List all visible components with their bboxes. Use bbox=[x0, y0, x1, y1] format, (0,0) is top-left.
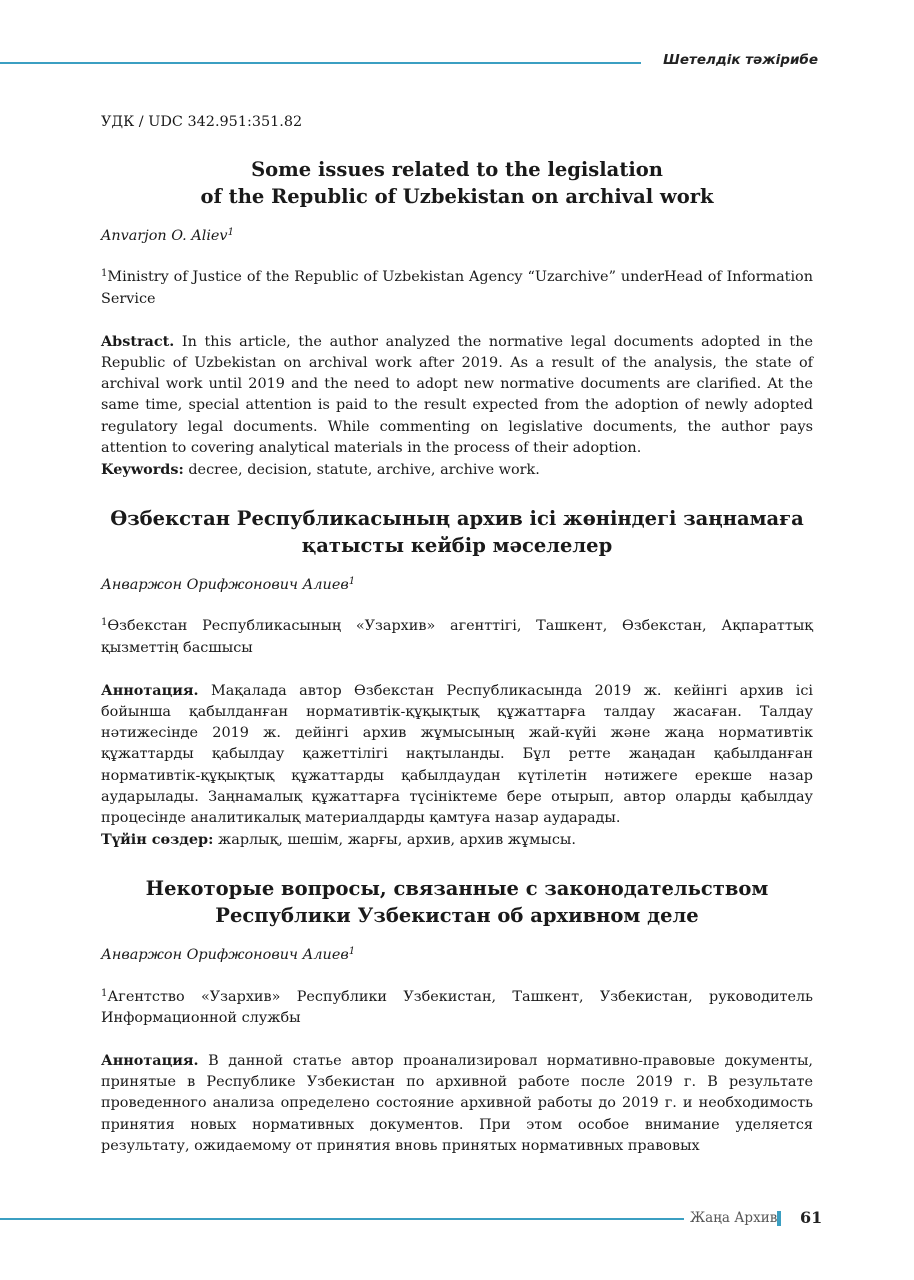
header-rule bbox=[0, 62, 641, 64]
author-ru: Анваржон Орифжонович Алиев$^1$ bbox=[101, 946, 356, 964]
article-content bbox=[101, 112, 813, 1157]
affiliation-en: $^1$Ministry of Justice of the Republic of Uzbekistan Agency “Uzarchive” underHead of Information Service bbox=[101, 268, 813, 307]
keywords-en: Keywords: decree, decision, statute, archive, archive work. bbox=[101, 461, 540, 479]
title-kz: Өзбекстан Республикасының архив ісі жөніндегі заңнамаға қатысты кейбір мәселелер bbox=[110, 507, 804, 558]
title-en: Some issues related to the legislation of the Republic of Uzbekistan on archival work bbox=[200, 158, 714, 209]
section-label: Шетелдік тәжірибе bbox=[663, 52, 818, 68]
abstract-ru: Аннотация. В данной статье автор проанализировал нормативно-правовые документы, принятые в Республике Узбекистан по архивной работе после 2019 г. В результате проведенного анализа определено состояние архивной работы до 2019 г. и необходимость принятия новых нормативных документов. При этом особое внимание уделяется результату, ожидаемому от принятия вновь принятых нормативных правовых bbox=[101, 1052, 813, 1154]
author-en: Anvarjon O. Aliev$^1$ bbox=[101, 227, 234, 245]
journal-name: Жаңа Архив bbox=[690, 1210, 778, 1226]
title-ru: Некоторые вопросы, связанные с законодательством Республики Узбекистан об архивном деле bbox=[145, 877, 769, 928]
footer-accent-bar bbox=[777, 1211, 781, 1226]
keywords-kz: Түйін сөздер: жарлық, шешім, жарғы, архив, архив жұмысы. bbox=[101, 831, 576, 849]
page-number: 61 bbox=[800, 1208, 823, 1227]
udc-code: УДК / UDC 342.951:351.82 bbox=[101, 114, 303, 130]
author-kz: Анваржон Орифжонович Алиев$^1$ bbox=[101, 576, 356, 594]
affiliation-kz: $^1$Өзбекстан Республикасының «Узархив» агенттігі, Ташкент, Өзбекстан, Ақпараттық қызметтің басшысы bbox=[101, 617, 813, 656]
affiliation-ru: $^1$Агентство «Узархив» Республики Узбекистан, Ташкент, Узбекистан, руководитель Информационной службы bbox=[101, 987, 813, 1026]
abstract-kz: Аннотация. Мақалада автор Өзбекстан Республикасында 2019 ж. кейінгі архив ісі бойынша қабылданған нормативтік-құқықтық құжаттарға талдау жасаған. Талдау нәтижесінде 2019 ж. дейінгі архив жұмысының жай-күйі және жаңа нормативтік құжаттарды қабылдау қажеттілігі нақтыланды. Бұл ретте жаңадан қабылданған нормативтік-құқықтық құжаттарды қабылдаудан күтілетін нәтижеге ерекше назар аударылады. Заңнамалық құжаттарға түсініктеме бере отырып, автор оларды қабылдау процесінде аналитикалық материалдарды қамтуға назар аударады. bbox=[101, 681, 813, 827]
footer-rule bbox=[0, 1218, 684, 1220]
abstract-en: Abstract. In this article, the author analyzed the normative legal documents adopted in the Republic of Uzbekistan on archival work after 2019. As a result of the analysis, the state of archival work until 2019 and the need to adopt new normative documents are clarified. At the same time, special attention is paid to the result expected from the adoption of newly adopted regulatory legal documents. While commenting on legislative documents, the author pays attention to covering analytical materials in the process of their adoption. bbox=[101, 332, 813, 456]
